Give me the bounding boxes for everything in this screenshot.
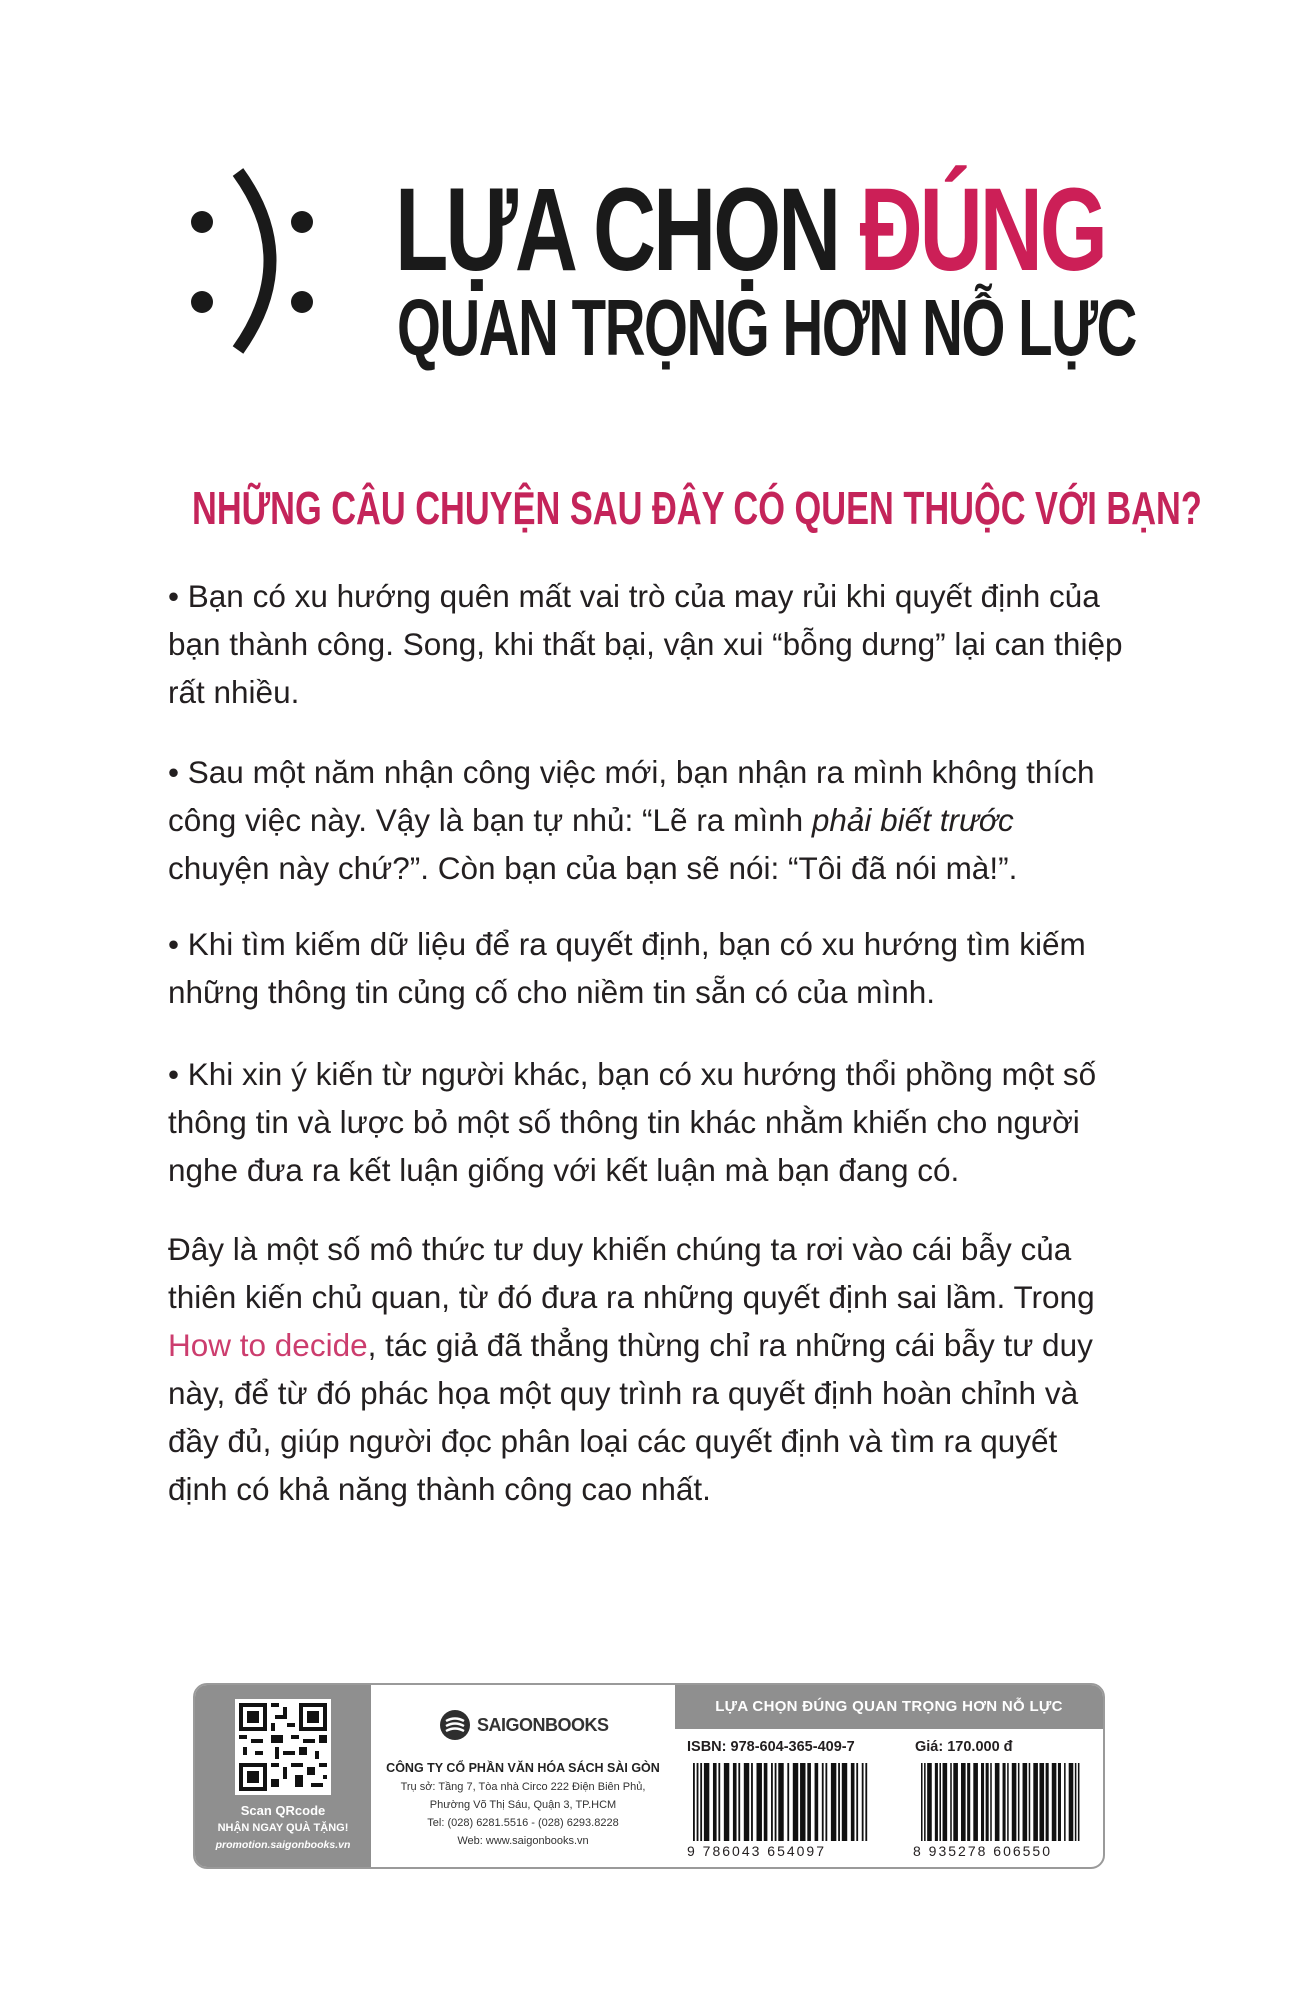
price-barcode-number: 8 935278 606550 [913, 1843, 1052, 1859]
barcode-bar [1039, 1763, 1044, 1841]
barcode-bar [1064, 1763, 1066, 1841]
barcode-bar [700, 1763, 702, 1841]
barcode-bar [943, 1763, 948, 1841]
barcode-bar [1069, 1763, 1074, 1841]
paragraph-2: • Sau một năm nhận công việc mới, bạn nhận ra mình không thích công việc này. Vậy là bạn tự nhủ: “Lẽ ra mình phải biết trước chuyện này chứ?”. Còn bạn của bạn sẽ nói: “Tôi đã nói mà!”. [168, 754, 1095, 886]
barcode-bar [921, 1763, 923, 1841]
barcode-bar [807, 1763, 811, 1841]
barcode-bar [1003, 1763, 1006, 1841]
price-barcode [921, 1763, 1081, 1841]
book-title-bar: LỰA CHỌN ĐÚNG QUAN TRỌNG HƠN NỖ LỰC [675, 1685, 1103, 1729]
barcode-bar [718, 1763, 720, 1841]
barcode-bar [961, 1763, 966, 1841]
barcode-bar [856, 1763, 858, 1841]
publisher-address-2: Phường Võ Thị Sáu, Quận 3, TP.HCM [429, 1799, 617, 1811]
barcode-bar [733, 1763, 737, 1841]
barcode-bar [953, 1763, 958, 1841]
publisher-address-1: Trụ sở: Tầng 7, Tòa nhà Circo 222 Điện Biên Phủ, [400, 1781, 646, 1793]
barcode-bar [693, 1763, 695, 1841]
barcode-bar [724, 1763, 729, 1841]
paragraph-4: • Khi xin ý kiến từ người khác, bạn có xu hướng thổi phồng một số thông tin và lược bỏ một số thông tin khác nhằm khiến cho người nghe đưa ra kết luận giống với kết luận mà bạn đang có. [168, 1056, 1097, 1188]
barcode-bar [1012, 1763, 1017, 1841]
barcode-bar [995, 1763, 1000, 1841]
barcode-bar [1078, 1763, 1080, 1841]
barcode-bar [1023, 1763, 1028, 1841]
barcode-bar [704, 1763, 709, 1841]
barcode-bar [1033, 1763, 1038, 1841]
isbn-label: ISBN: 978-604-365-409-7 [687, 1739, 855, 1755]
barcode-bar [950, 1763, 952, 1841]
barcode-bar [939, 1763, 941, 1841]
section-heading: NHỮNG CÂU CHUYỆN SAU ĐÂY CÓ QUEN THUỘC VỚI BẠN? [192, 482, 1202, 534]
barcode-bar [935, 1763, 938, 1841]
barcode-bar [986, 1763, 989, 1841]
italic-phrase: phải biết trước [811, 802, 1014, 838]
barcode-bar [1029, 1763, 1031, 1841]
qr-code[interactable] [235, 1699, 331, 1795]
saigonbooks-logo [439, 1709, 619, 1743]
qr-caption: Scan QRcode [240, 1803, 326, 1818]
barcode-bar [778, 1763, 783, 1841]
barcode-bar [713, 1763, 717, 1841]
barcode-bar [1058, 1763, 1061, 1841]
publisher-phone: Tel: (028) 6281.5516 - (028) 6293.8228 [427, 1817, 619, 1829]
barcode-bar [775, 1763, 777, 1841]
barcode-bar [1046, 1763, 1049, 1841]
barcode-bar [697, 1763, 699, 1841]
book-title-highlight: How to decide [168, 1327, 368, 1363]
publisher-wordmark: SAIGONBOOKS [477, 1715, 609, 1735]
barcode-bar [800, 1763, 805, 1841]
barcode-bar [815, 1763, 819, 1841]
publisher-panel [371, 1685, 675, 1867]
barcode-bar [967, 1763, 970, 1841]
barcode-bar [757, 1763, 762, 1841]
barcode-bar [825, 1763, 827, 1841]
barcode-bar [862, 1763, 864, 1841]
isbn-barcode-number: 9 786043 654097 [687, 1843, 826, 1859]
barcode-bar [822, 1763, 824, 1841]
barcode-bar [924, 1763, 926, 1841]
isbn-barcode [693, 1763, 869, 1841]
barcode-bar [1018, 1763, 1020, 1841]
barcode-bar [851, 1763, 855, 1841]
qr-promo: NHẬN NGAY QUÀ TẶNG! [217, 1822, 349, 1834]
barcode-bar [865, 1763, 867, 1841]
barcode-bar [787, 1763, 789, 1841]
emoticon-logo [190, 160, 340, 360]
barcode-bar [751, 1763, 753, 1841]
barcode-bar [1007, 1763, 1009, 1841]
barcode-bar [771, 1763, 773, 1841]
barcode-bar [973, 1763, 978, 1841]
paragraph-5: Đây là một số mô thức tư duy khiến chúng ta rơi vào cái bẫy của thiên kiến chủ quan, từ đó đưa ra những quyết định sai lầm. Trong How to decide, tác giả đã thẳng thừng chỉ ra những cái bẫy tư duy này, để từ đó phác họa một quy trình ra quyết định hoàn chỉnh và đầy đủ, giúp người đọc phân loại các quyết định và tìm ra quyết định có khả năng thành công cao nhất. [168, 1231, 1095, 1507]
barcode-bar [744, 1763, 749, 1841]
barcode-bar [838, 1763, 840, 1841]
publisher-name: CÔNG TY CỔ PHẦN VĂN HÓA SÁCH SÀI GÒN [386, 1761, 660, 1775]
qr-panel [195, 1685, 371, 1867]
book-title-line2: QUAN TRỌNG HƠN NỖ LỰC [397, 283, 1136, 372]
barcode-bar [764, 1763, 768, 1841]
paragraph-3: • Khi tìm kiếm dữ liệu để ra quyết định, bạn có xu hướng tìm kiếm những thông tin củng cố cho niềm tin sẵn có của mình. [168, 926, 1086, 1010]
barcode-bar [831, 1763, 836, 1841]
barcode-panel [675, 1685, 1103, 1867]
barcode-bar [1075, 1763, 1077, 1841]
paragraph-1: • Bạn có xu hướng quên mất vai trò của may rủi khi quyết định của bạn thành công. Song, khi thất bại, vận xui “bỗng dưng” lại can thiệp rất nhiều. [168, 578, 1123, 710]
publisher-info-strip [193, 1683, 1105, 1869]
book-title-line1: LỰA CHỌN ĐÚNG [395, 164, 1105, 296]
price-label: Giá: 170.000 đ [915, 1739, 1013, 1755]
barcode-bar [842, 1763, 847, 1841]
barcode-bar [1052, 1763, 1057, 1841]
barcode-bar [990, 1763, 992, 1841]
publisher-website[interactable]: Web: www.saigonbooks.vn [457, 1835, 589, 1847]
barcode-bar [738, 1763, 740, 1841]
barcode-bar [927, 1763, 932, 1841]
barcode-bar [793, 1763, 798, 1841]
title-accent-word: ĐÚNG [859, 164, 1105, 296]
qr-url[interactable]: promotion.saigonbooks.vn [215, 1839, 351, 1851]
saigonbooks-logo-icon [439, 1709, 471, 1741]
barcode-bar [981, 1763, 984, 1841]
